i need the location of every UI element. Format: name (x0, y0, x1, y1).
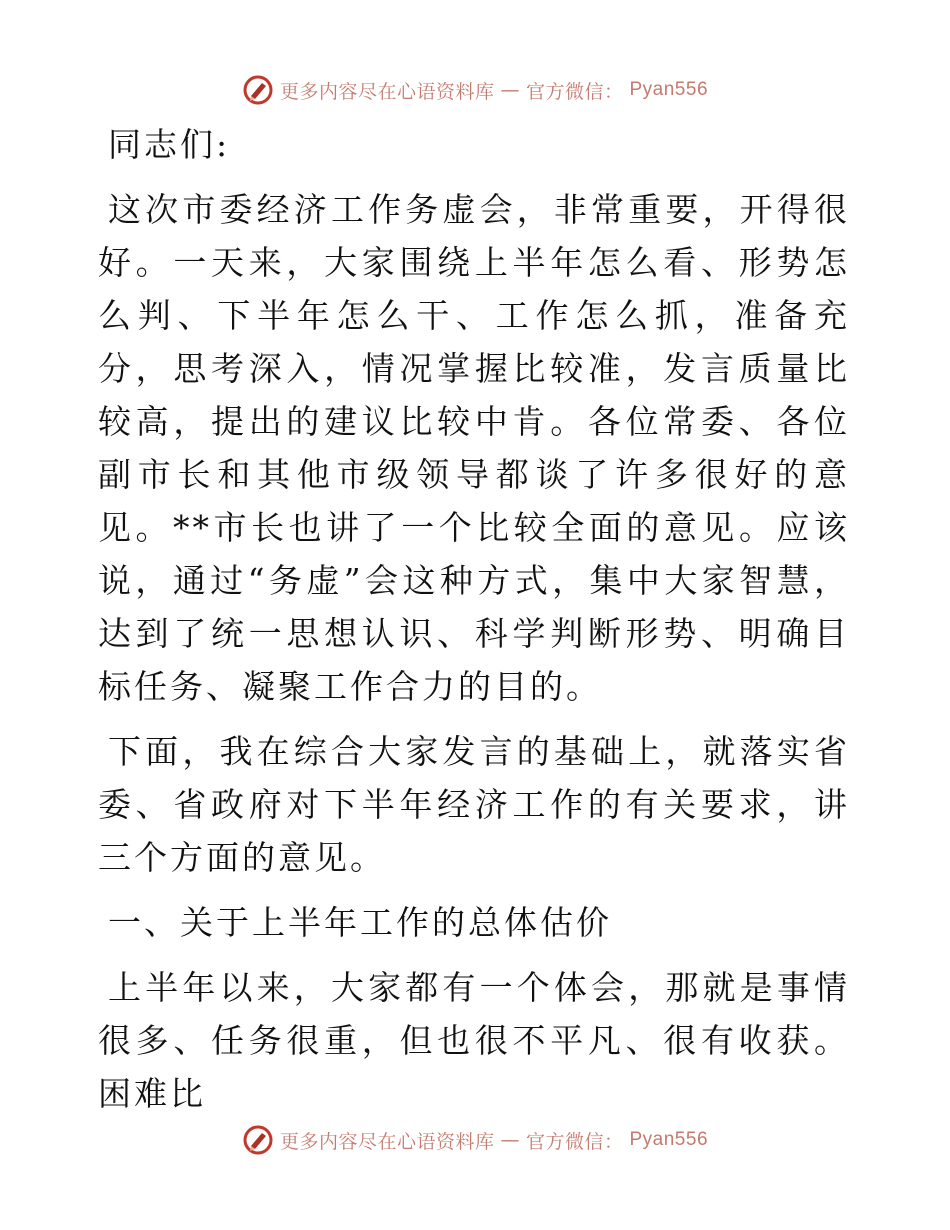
footer-watermark (0, 1122, 950, 1158)
watermark-id: Pyan556 (629, 79, 709, 100)
paragraph-section-one: 上半年以来，大家都有一个体会，那就是事情很多、任务很重，但也很不平凡、很有收获。困难比 (98, 968, 850, 1113)
paragraph-intro: 这次市委经济工作务虚会，非常重要，开得很好。一天来，大家围绕上半年怎么看、形势怎么判、下半年怎么干、工作怎么抓，准备充分，思考深入，情况掌握比较准，发言质量比较高，提出的建议比较中肯。各位常委、各位副市长和其他市级领导都谈了许多很好的意见。**市长也讲了一个比较全面的意见。应该说，通过“务虚”会这种方式，集中大家智慧，达到了统一思想认识、科学判断形势、明确目标任务、凝聚工作合力的目的。 (98, 190, 850, 706)
document-body (98, 118, 850, 1120)
watermark-text: 更多内容尽在心语资料库 (279, 1130, 495, 1153)
watermark-id: Pyan556 (629, 1129, 709, 1150)
greeting: 同志们: (108, 125, 231, 164)
watermark-dash: — (500, 1129, 520, 1151)
watermark-label: 官方微信： (525, 80, 624, 103)
header-watermark (0, 72, 950, 108)
watermark-dash: — (500, 79, 520, 101)
watermark-label: 官方微信： (525, 1130, 624, 1153)
section-heading: 一、关于上半年工作的总体估价 (108, 903, 612, 942)
watermark-text: 更多内容尽在心语资料库 (279, 80, 495, 103)
pen-logo-icon (242, 1124, 274, 1156)
pen-logo-icon (242, 74, 274, 106)
paragraph-outline: 下面，我在综合大家发言的基础上，就落实省委、省政府对下半年经济工作的有关要求，讲三个方面的意见。 (98, 732, 850, 877)
